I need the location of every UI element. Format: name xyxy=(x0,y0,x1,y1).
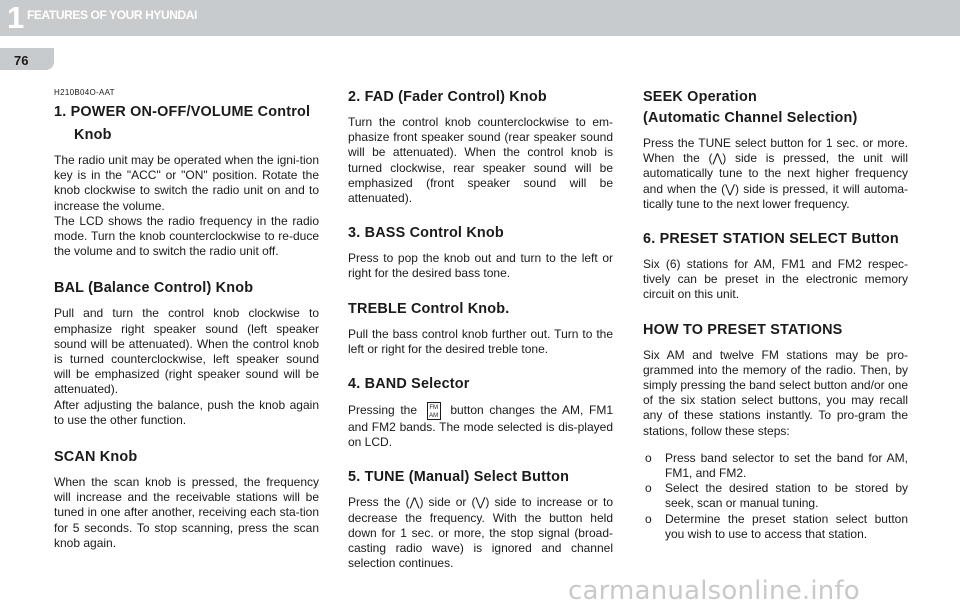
paragraph: Six (6) stations for AM, FM1 and FM2 respec-tively can be preset in the electronic memory circuit on this unit. xyxy=(643,257,908,302)
step-text: Select the desired station to be stored by seek, scan or manual tuning. xyxy=(665,481,908,511)
paragraph: Six AM and twelve FM stations may be pro-grammed into the memory of the radio. Then, by simply pressing the band select button and/or one of the six station select buttons, you may recall any of these stations instantly. To pro-gram the stations, follow these steps: xyxy=(643,347,908,438)
list-item xyxy=(643,512,908,542)
chapter-number: 1 xyxy=(7,0,25,35)
page-number: 76 xyxy=(14,53,29,68)
paragraph: Press the (⋀) side or (⋁) side to increase or to decrease the frequency. With the button held down for 1 sec. or more, the stop signal (broad-casting radio wave) is ignored and channel selection continues. xyxy=(348,495,613,571)
bullet: o xyxy=(645,511,652,526)
section-heading-power-volume-cont: Knob xyxy=(74,127,112,143)
section-heading-fader: 2. FAD (Fader Control) Knob xyxy=(348,89,547,105)
chapter-title: FEATURES OF YOUR HYUNDAI xyxy=(27,8,197,22)
section-heading-balance: BAL (Balance Control) Knob xyxy=(54,280,254,297)
band-icon-am: AM xyxy=(429,413,439,420)
fm-am-button-icon xyxy=(427,402,441,420)
bullet: o xyxy=(645,450,652,465)
paragraph: Press to pop the knob out and turn to the left or right for the desired bass tone. xyxy=(348,251,613,281)
chapter-header-bar xyxy=(0,0,960,36)
paragraph: After adjusting the balance, push the knob again to use the other function. xyxy=(54,397,319,427)
section-heading-band: 4. BAND Selector xyxy=(348,376,470,393)
section-heading-treble: TREBLE Control Knob. xyxy=(348,300,510,317)
column-3 xyxy=(643,88,908,542)
paragraph: Pull and turn the control knob clockwise to emphasize right speaker sound (left speaker sound will be attenuated). When the control knob is turned counterclockwise, left speaker sound will be emphasized (right speaker sound will be attenuated). xyxy=(54,306,319,397)
column-2 xyxy=(348,88,613,583)
paragraph: The LCD shows the radio frequency in the radio mode. Turn the knob counterclockwise to re-duce the volume and to switch the radio unit off. xyxy=(54,213,319,259)
band-text-pre: Pressing the xyxy=(348,403,418,418)
section-heading-power-volume: 1. POWER ON-OFF/VOLUME Control xyxy=(54,104,311,120)
watermark: carmanualsonline.info xyxy=(568,576,860,606)
paragraph: The radio unit may be operated when the igni-tion key is in the "ACC" or "ON" position. Rotate the knob clockwise to switch the radio unit on and to increase the volume. xyxy=(54,153,319,213)
column-1 xyxy=(54,88,319,563)
section-heading-scan: SCAN Knob xyxy=(54,449,138,466)
section-code: H210B04O-AAT xyxy=(54,88,115,97)
paragraph xyxy=(348,402,613,450)
list-item xyxy=(643,481,908,511)
section-heading-preset: 6. PRESET STATION SELECT Button xyxy=(643,231,899,248)
paragraph: Press the TUNE select button for 1 sec. or more. When the (⋀) side is pressed, the unit will automatically tune to the next higher frequency and when the (⋁) side is pressed, it will automa-tically tune to the next lower frequency. xyxy=(643,136,908,211)
preset-steps-list xyxy=(643,451,908,542)
band-icon-fm: FM xyxy=(429,405,438,412)
section-heading-how-to-preset: HOW TO PRESET STATIONS xyxy=(643,321,843,338)
paragraph: Pull the bass control knob further out. Turn to the left or right for the desired treble tone. xyxy=(348,326,613,356)
section-heading-bass: 3. BASS Control Knob xyxy=(348,225,504,242)
band-text-post: button changes the AM, FM1 and FM2 bands. The mode selected is dis-played on LCD. xyxy=(348,403,613,450)
step-text: Press band selector to set the band for AM, FM1, and FM2. xyxy=(665,450,908,481)
section-heading-tune: 5. TUNE (Manual) Select Button xyxy=(348,469,570,486)
section-heading-seek: SEEK Operation xyxy=(643,89,757,105)
paragraph: Turn the control knob counterclockwise to em-phasize front speaker sound (rear speaker sound will be attenuated). When the control knob is turned clockwise, rear speaker sound will be emphasized (front speaker sound will be attenuated). xyxy=(348,115,613,206)
bullet: o xyxy=(645,481,652,496)
paragraph: When the scan knob is pressed, the frequency will increase and the receivable stations will be tuned in one after another, receiving each sta-tion for 5 seconds. To stop scanning, press the scan knob again. xyxy=(54,475,319,550)
list-item xyxy=(643,451,908,481)
step-text: Determine the preset station select button you wish to use to access that station. xyxy=(665,511,908,541)
section-heading-seek-sub: (Automatic Channel Selection) xyxy=(643,110,858,126)
